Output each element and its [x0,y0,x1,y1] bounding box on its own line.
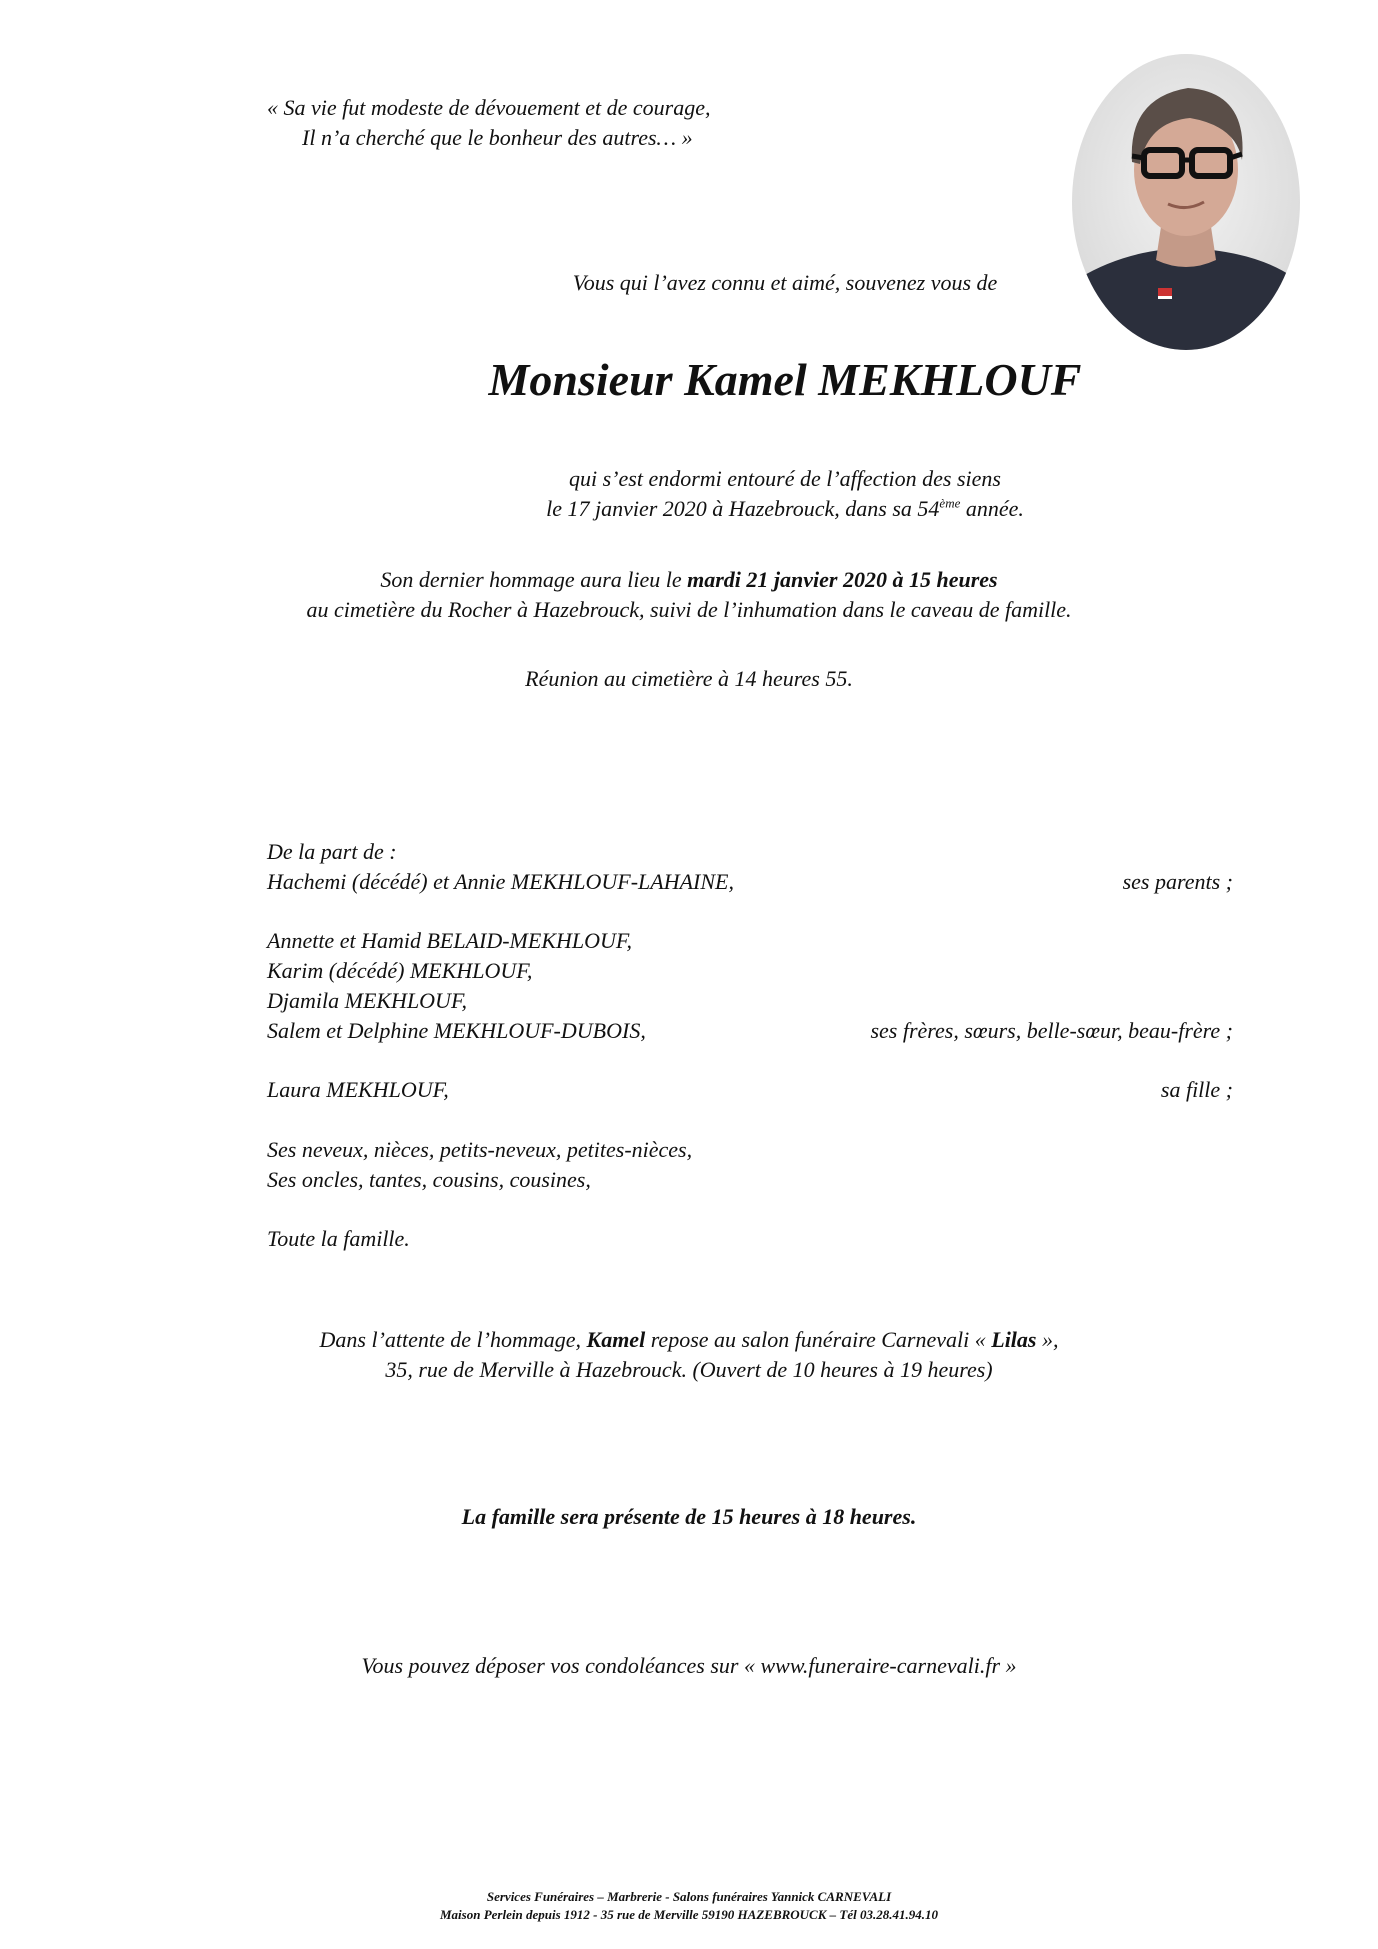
intro-line: Vous qui l’avez connu et aimé, souvenez vous de [572,270,998,295]
whole-family-line: Toute la famille. [267,1226,410,1251]
sibling-entry: Djamila MEKHLOUF, [267,988,468,1013]
deceased-name: Monsieur Kamel MEKHLOUF [488,354,1082,405]
ceremony-line-2: au cimetière du Rocher à Hazebrouck, suivi de l’inhumation dans le caveau de famille. [306,597,1072,622]
footer-line-2: Maison Perlein depuis 1912 - 35 rue de Merville 59190 HAZEBROUCK – Tél 03.28.41.94.10 [440,1907,938,1922]
epigraph-line-2: Il n’a cherché que le bonheur des autres… » [302,125,693,150]
epigraph-line-1: « Sa vie fut modeste de dévouement et de courage, [267,95,711,120]
sibling-entry: Annette et Hamid BELAID-MEKHLOUF, [267,928,632,953]
footer-line-1: Services Funéraires – Marbrerie - Salons funéraires Yannick CARNEVALI [486,1889,892,1904]
ordinal-suffix: ème [939,495,961,511]
relatives-line: Ses neveux, nièces, petits-neveux, petites-nièces, [267,1137,693,1162]
relatives-line: Ses oncles, tantes, cousins, cousines, [267,1167,591,1192]
condolences-line: Vous pouvez déposer vos condoléances sur « www.funeraire-carnevali.fr » [361,1653,1017,1678]
parents-names: Hachemi (décédé) et Annie MEKHLOUF-LAHAINE, [267,869,734,894]
epigraph [267,93,711,153]
sibling-entry: Salem et Delphine MEKHLOUF-DUBOIS, [267,1018,646,1043]
family-intro: De la part de : [267,839,397,864]
death-line-1: qui s’est endormi entouré de l’affection des siens [569,466,1001,491]
rest-line-2: 35, rue de Merville à Hazebrouck. (Ouvert de 10 heures à 19 heures) [385,1357,993,1382]
ceremony-intro: Son dernier hommage aura lieu le [380,567,688,592]
family-presence: La famille sera présente de 15 heures à 18 heures. [461,1504,917,1529]
ceremony-date: mardi 21 janvier 2020 à 15 heures [687,567,998,592]
ceremony-line-1 [0,565,1378,595]
daughter-relation: sa fille ; [1160,1077,1233,1102]
death-line-2 [395,494,1175,524]
rest-line-1 [0,1325,1378,1355]
rest-text-a: Dans l’attente de l’hommage, [319,1327,587,1352]
reunion-line: Réunion au cimetière à 14 heures 55. [525,666,853,691]
portrait-photo [1070,52,1302,352]
death-line-2-end: année. [960,496,1024,521]
siblings-relation: ses frères, sœurs, belle-sœur, beau-frère ; [870,1018,1233,1043]
sibling-entry: Karim (décédé) MEKHLOUF, [267,958,533,983]
portrait-photo-icon [1070,52,1302,352]
parents-relation: ses parents ; [1122,869,1233,894]
daughter-name: Laura MEKHLOUF, [267,1077,449,1102]
rest-text-e: », [1036,1327,1059,1352]
rest-first-name: Kamel [586,1327,646,1352]
death-line-2-text: le 17 janvier 2020 à Hazebrouck, dans sa 54 [546,496,940,521]
rest-text-c: repose au salon funéraire Carnevali « [645,1327,992,1352]
salon-name: Lilas [991,1327,1037,1352]
